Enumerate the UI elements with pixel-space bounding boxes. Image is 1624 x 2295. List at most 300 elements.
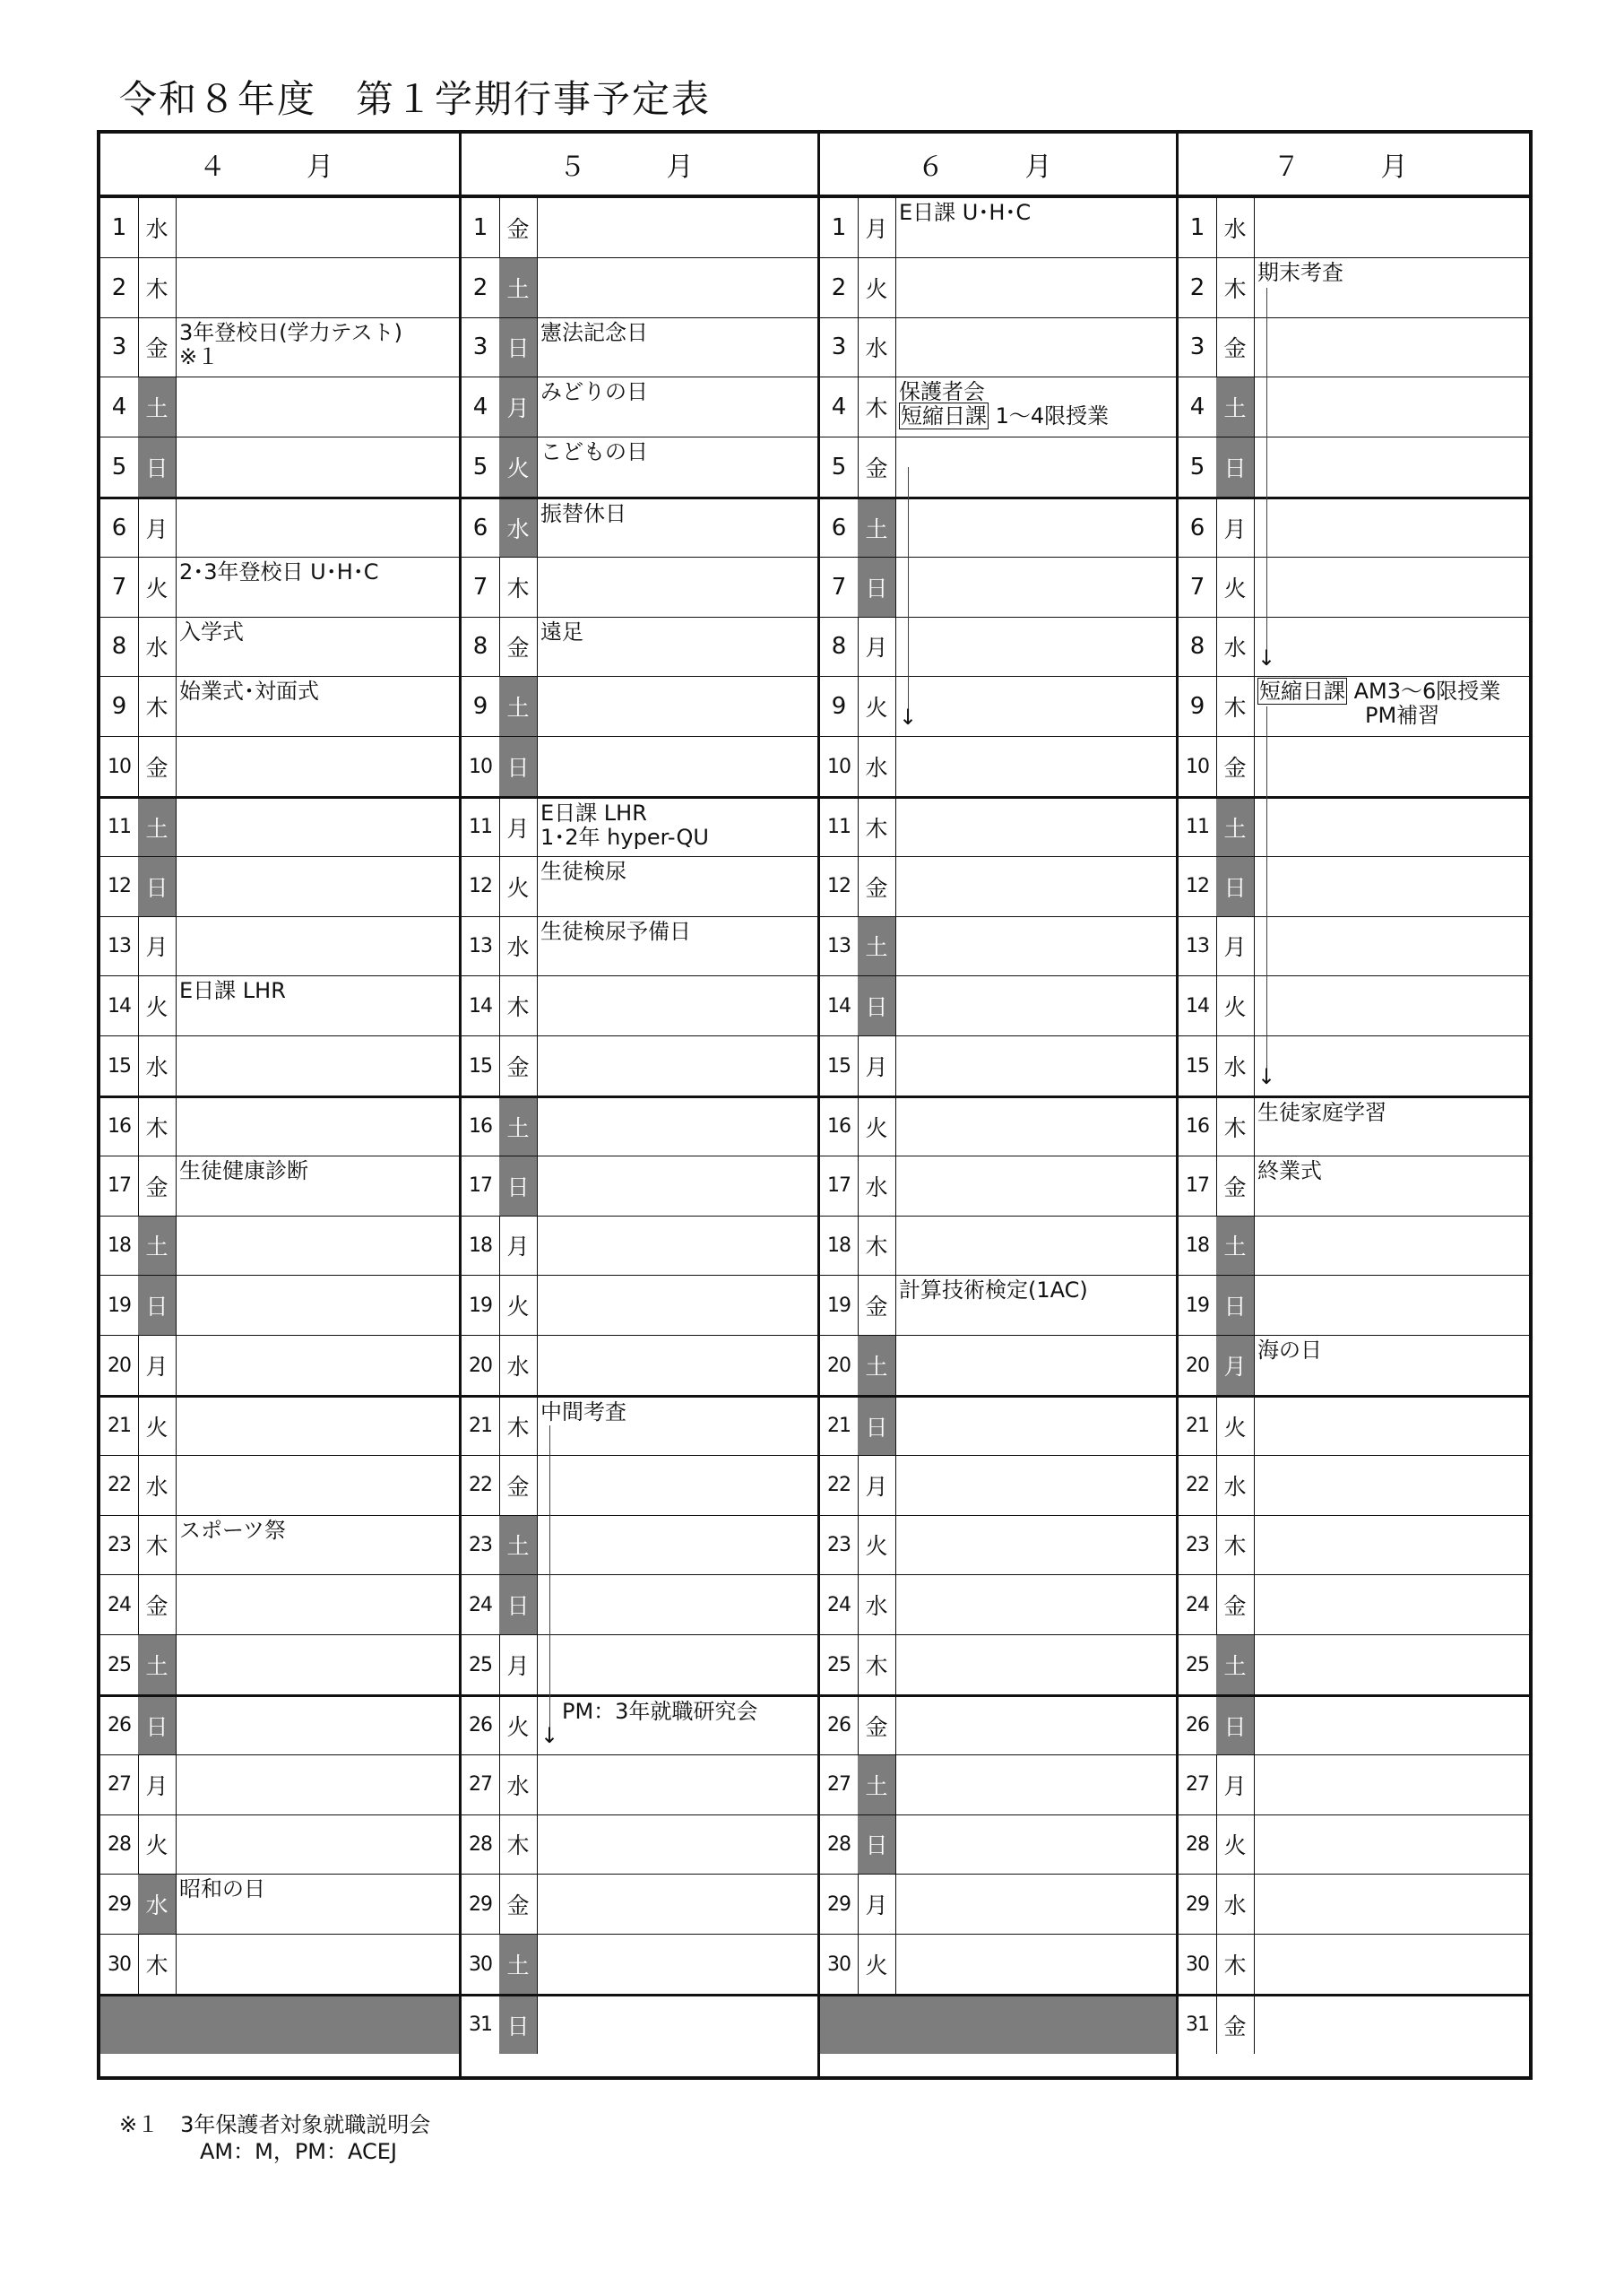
day-row — [1179, 1035, 1529, 1096]
day-row — [462, 1814, 817, 1875]
day-row — [100, 916, 459, 976]
day-number: 24 — [462, 1575, 500, 1634]
day-number: 13 — [462, 917, 500, 976]
month-header: ４ 月 — [100, 134, 459, 197]
day-row — [820, 1694, 1176, 1754]
day-row — [462, 676, 817, 736]
day-row — [1179, 377, 1529, 437]
page-title: 令和８年度 第１学期行事予定表 — [119, 77, 712, 121]
day-row — [1179, 856, 1529, 916]
event-boxed-label: 短縮日課 — [1259, 679, 1345, 705]
weekday: 月 — [138, 1336, 177, 1395]
event-cell — [537, 1697, 817, 1754]
weekday: 金 — [1216, 1996, 1255, 2054]
day-row — [462, 1035, 817, 1096]
event-cell — [1254, 1996, 1529, 2054]
day-number: 28 — [100, 1815, 139, 1875]
weekday: 火 — [858, 1516, 896, 1575]
event-cell — [895, 198, 1176, 257]
day-number: 11 — [1179, 799, 1217, 856]
event-cell — [176, 976, 459, 1035]
day-row — [100, 617, 459, 677]
day-number: 19 — [1179, 1276, 1217, 1335]
month-column — [817, 134, 1176, 2076]
event-cell — [537, 258, 817, 317]
event-cell — [895, 318, 1176, 377]
day-number: 6 — [1179, 499, 1217, 557]
day-number: 20 — [462, 1336, 500, 1395]
weekday — [858, 1996, 896, 2054]
weekday-holiday: 日 — [138, 857, 177, 916]
event-cell — [176, 618, 459, 677]
day-number: 2 — [1179, 258, 1217, 317]
weekday: 木 — [138, 1516, 177, 1575]
day-number: 17 — [1179, 1156, 1217, 1216]
event-text: 始業式･対面式 — [179, 679, 319, 705]
day-row — [820, 1096, 1176, 1156]
event-cell — [537, 857, 817, 916]
event-cell — [176, 318, 459, 377]
weekday: 木 — [858, 799, 896, 856]
event-cell — [176, 1276, 459, 1335]
event-cell — [1254, 1336, 1529, 1395]
day-number: 27 — [462, 1755, 500, 1814]
event-cell — [895, 1755, 1176, 1814]
day-row — [100, 377, 459, 437]
day-number: 25 — [820, 1635, 859, 1694]
event-text: E日課 U･H･C — [899, 200, 1032, 225]
day-row — [820, 317, 1176, 377]
day-number: 5 — [1179, 437, 1217, 497]
event-cell — [176, 1996, 459, 2054]
event-cell — [537, 1875, 817, 1934]
weekday: 火 — [138, 1815, 177, 1875]
day-row — [100, 856, 459, 916]
event-text: 生徒検尿予備日 — [540, 918, 691, 944]
event-cell — [895, 1276, 1176, 1335]
day-number: 10 — [820, 737, 859, 796]
event-cell — [537, 1156, 817, 1216]
event-cell — [537, 1815, 817, 1875]
weekday-holiday: 日 — [499, 1575, 538, 1634]
weekday: 火 — [499, 1697, 538, 1754]
weekday: 木 — [1216, 677, 1255, 736]
day-number: 26 — [100, 1697, 139, 1754]
day-number — [100, 1996, 139, 2054]
day-number: 10 — [462, 737, 500, 796]
event-cell — [1254, 618, 1529, 677]
weekday-holiday: 火 — [499, 437, 538, 497]
weekday-holiday: 日 — [858, 558, 896, 617]
day-number: 22 — [1179, 1456, 1217, 1515]
day-row — [462, 1754, 817, 1814]
day-row — [820, 736, 1176, 796]
event-cell — [176, 437, 459, 497]
weekday: 金 — [499, 198, 538, 257]
event-cell — [537, 1755, 817, 1814]
weekday-holiday: 土 — [499, 1516, 538, 1575]
day-number: 5 — [462, 437, 500, 497]
event-cell — [1254, 917, 1529, 976]
weekday: 金 — [499, 618, 538, 677]
event-cell — [895, 1156, 1176, 1216]
day-number: 12 — [462, 857, 500, 916]
day-number: 24 — [1179, 1575, 1217, 1634]
event-text: 終業式 — [1257, 1157, 1322, 1183]
day-row — [462, 856, 817, 916]
day-number: 13 — [820, 917, 859, 976]
day-row — [462, 1934, 817, 1994]
weekday: 金 — [858, 857, 896, 916]
day-number: 2 — [820, 258, 859, 317]
weekday: 月 — [499, 1217, 538, 1276]
event-cell — [537, 558, 817, 617]
arrow-down-icon: ↓ — [540, 1723, 559, 1748]
weekday: 水 — [1216, 1036, 1255, 1096]
day-row — [1179, 1216, 1529, 1276]
day-row — [462, 617, 817, 677]
day-row — [462, 916, 817, 976]
event-cell — [895, 558, 1176, 617]
day-number: 19 — [100, 1276, 139, 1335]
day-number: 1 — [1179, 198, 1217, 257]
day-number: 22 — [462, 1456, 500, 1515]
event-cell — [537, 1935, 817, 1994]
day-row — [462, 197, 817, 257]
weekday: 火 — [499, 857, 538, 916]
weekday-holiday: 土 — [138, 377, 177, 437]
day-number: 7 — [1179, 558, 1217, 617]
weekday: 水 — [499, 1755, 538, 1814]
day-number: 7 — [100, 558, 139, 617]
weekday-holiday: 月 — [1216, 1336, 1255, 1395]
event-text-rest: AM3〜6限授業 — [1347, 679, 1501, 705]
event-cell — [1254, 1635, 1529, 1694]
day-number: 2 — [100, 258, 139, 317]
event-cell — [1254, 499, 1529, 557]
day-row — [820, 1634, 1176, 1694]
event-text — [899, 404, 1109, 429]
arrow-down-icon: ↓ — [899, 705, 918, 731]
continuation-line — [1266, 706, 1267, 1075]
event-text: 生徒健康診断 — [179, 1157, 308, 1183]
event-cell — [176, 1575, 459, 1634]
event-cell — [176, 499, 459, 557]
day-number: 9 — [100, 677, 139, 736]
event-cell — [895, 1398, 1176, 1455]
event-cell — [1254, 799, 1529, 856]
day-row — [820, 1455, 1176, 1515]
day-number: 29 — [462, 1875, 500, 1934]
weekday-holiday: 土 — [138, 1635, 177, 1694]
weekday: 木 — [138, 258, 177, 317]
day-row — [1179, 1574, 1529, 1634]
day-number: 16 — [100, 1098, 139, 1156]
weekday: 水 — [1216, 198, 1255, 257]
day-row — [100, 736, 459, 796]
day-number: 10 — [1179, 737, 1217, 796]
day-number: 28 — [1179, 1815, 1217, 1875]
event-cell — [1254, 1036, 1529, 1096]
event-text: 1･2年 hyper-QU — [540, 825, 709, 850]
weekday: 月 — [858, 1456, 896, 1515]
event-text: 入学式 — [179, 619, 244, 645]
day-row — [462, 1634, 817, 1694]
event-cell — [537, 1635, 817, 1694]
event-cell — [895, 799, 1176, 856]
event-cell — [895, 677, 1176, 736]
month-header: ６ 月 — [820, 134, 1176, 197]
day-row — [100, 1814, 459, 1875]
weekday: 金 — [1216, 737, 1255, 796]
weekday-holiday: 日 — [138, 437, 177, 497]
day-row — [820, 676, 1176, 736]
weekday: 月 — [499, 799, 538, 856]
day-number: 3 — [1179, 318, 1217, 377]
event-cell — [176, 1098, 459, 1156]
arrow-down-icon: ↓ — [1257, 1064, 1276, 1090]
day-number: 15 — [820, 1036, 859, 1096]
day-row — [100, 557, 459, 617]
footnote-line-2: AM：M，PM：ACEJ — [200, 2139, 398, 2164]
event-cell — [176, 677, 459, 736]
arrow-down-icon: ↓ — [1257, 645, 1276, 671]
day-number: 31 — [1179, 1996, 1217, 2054]
event-cell — [537, 198, 817, 257]
weekday: 水 — [138, 1036, 177, 1096]
day-row — [100, 1096, 459, 1156]
day-row — [820, 796, 1176, 856]
continuation-line — [1266, 288, 1267, 656]
day-row — [462, 1216, 817, 1276]
event-cell — [1254, 558, 1529, 617]
weekday: 金 — [138, 318, 177, 377]
weekday-holiday: 土 — [858, 499, 896, 557]
day-row — [1179, 437, 1529, 497]
day-number: 5 — [100, 437, 139, 497]
day-number: 7 — [462, 558, 500, 617]
day-number: 30 — [100, 1935, 139, 1994]
day-row — [100, 1754, 459, 1814]
weekday: 水 — [858, 318, 896, 377]
event-cell — [1254, 258, 1529, 317]
day-number: 12 — [1179, 857, 1217, 916]
day-number: 22 — [820, 1456, 859, 1515]
day-row — [820, 197, 1176, 257]
day-number: 27 — [820, 1755, 859, 1814]
day-number: 14 — [1179, 976, 1217, 1035]
weekday: 木 — [1216, 1935, 1255, 1994]
event-cell — [1254, 437, 1529, 497]
day-number: 29 — [1179, 1875, 1217, 1934]
day-number: 10 — [100, 737, 139, 796]
day-number: 16 — [820, 1098, 859, 1156]
event-text: スポーツ祭 — [179, 1517, 287, 1543]
event-cell — [537, 1276, 817, 1335]
weekday: 水 — [138, 618, 177, 677]
day-number: 30 — [462, 1935, 500, 1994]
event-text: E日課 LHR — [540, 801, 647, 826]
weekday: 木 — [138, 1098, 177, 1156]
event-text-rest: 1〜4限授業 — [989, 403, 1110, 429]
day-row — [1179, 1395, 1529, 1455]
event-cell — [1254, 1875, 1529, 1934]
event-cell — [537, 976, 817, 1035]
day-row — [100, 1216, 459, 1276]
day-number: 23 — [100, 1516, 139, 1575]
event-cell — [176, 737, 459, 796]
day-row — [820, 497, 1176, 557]
day-number: 4 — [1179, 377, 1217, 437]
month-column — [100, 134, 459, 2076]
day-row — [462, 1515, 817, 1575]
event-text: 遠足 — [540, 619, 583, 645]
day-row — [1179, 497, 1529, 557]
event-cell — [1254, 1815, 1529, 1875]
weekday: 火 — [1216, 1398, 1255, 1455]
weekday: 金 — [858, 437, 896, 497]
event-cell — [1254, 1098, 1529, 1156]
weekday-holiday: 土 — [499, 1935, 538, 1994]
event-cell — [895, 1635, 1176, 1694]
day-row — [1179, 1335, 1529, 1395]
day-row — [462, 1694, 817, 1754]
day-number: 16 — [462, 1098, 500, 1156]
day-number: 29 — [100, 1875, 139, 1934]
weekday: 月 — [1216, 1755, 1255, 1814]
event-cell — [176, 1398, 459, 1455]
day-number: 29 — [820, 1875, 859, 1934]
day-number: 27 — [1179, 1755, 1217, 1814]
day-number: 17 — [100, 1156, 139, 1216]
day-number: 6 — [820, 499, 859, 557]
day-row — [1179, 1814, 1529, 1875]
event-cell — [895, 377, 1176, 437]
event-cell — [537, 1456, 817, 1515]
event-text: みどりの日 — [540, 379, 648, 405]
event-cell — [1254, 377, 1529, 437]
day-row — [820, 1395, 1176, 1455]
day-number: 22 — [100, 1456, 139, 1515]
day-row — [1179, 1275, 1529, 1335]
event-text: こどもの日 — [540, 439, 648, 465]
weekday: 水 — [1216, 618, 1255, 677]
event-cell — [895, 1456, 1176, 1515]
day-row — [462, 1574, 817, 1634]
day-number: 24 — [820, 1575, 859, 1634]
event-cell — [1254, 1697, 1529, 1754]
weekday: 木 — [499, 976, 538, 1035]
day-number: 20 — [1179, 1336, 1217, 1395]
weekday-holiday: 土 — [1216, 377, 1255, 437]
day-row — [820, 257, 1176, 317]
weekday: 月 — [858, 618, 896, 677]
weekday: 月 — [1216, 917, 1255, 976]
day-number: 8 — [462, 618, 500, 677]
event-cell — [895, 437, 1176, 497]
day-number: 14 — [462, 976, 500, 1035]
event-cell — [895, 917, 1176, 976]
event-cell — [1254, 1755, 1529, 1814]
weekday-holiday: 日 — [499, 1156, 538, 1216]
schedule-table — [97, 130, 1533, 2080]
event-cell — [176, 1875, 459, 1934]
day-row — [100, 1874, 459, 1934]
day-number: 12 — [820, 857, 859, 916]
event-text: 振替休日 — [540, 501, 626, 526]
event-cell — [1254, 1456, 1529, 1515]
weekday-holiday: 土 — [499, 258, 538, 317]
weekday: 水 — [1216, 1456, 1255, 1515]
weekday: 金 — [138, 1156, 177, 1216]
weekday-holiday: 土 — [1216, 1635, 1255, 1694]
event-cell — [537, 677, 817, 736]
event-cell — [176, 857, 459, 916]
event-cell — [537, 1516, 817, 1575]
event-cell — [537, 737, 817, 796]
day-number: 26 — [462, 1697, 500, 1754]
day-row — [100, 975, 459, 1035]
weekday-holiday: 日 — [138, 1276, 177, 1335]
day-number: 28 — [820, 1815, 859, 1875]
weekday: 火 — [1216, 558, 1255, 617]
day-number: 26 — [1179, 1697, 1217, 1754]
day-row — [462, 317, 817, 377]
day-row — [100, 1335, 459, 1395]
weekday: 木 — [499, 1398, 538, 1455]
event-cell — [895, 1875, 1176, 1934]
event-cell — [895, 1575, 1176, 1634]
event-cell — [895, 1098, 1176, 1156]
weekday: 水 — [858, 737, 896, 796]
event-text: ※１ — [179, 343, 220, 369]
weekday: 月 — [138, 1755, 177, 1814]
day-number: 20 — [100, 1336, 139, 1395]
event-cell — [537, 1575, 817, 1634]
weekday-holiday: 日 — [499, 318, 538, 377]
day-number: 23 — [462, 1516, 500, 1575]
weekday: 水 — [138, 198, 177, 257]
day-row — [820, 1934, 1176, 1994]
weekday: 木 — [138, 1935, 177, 1994]
day-row — [820, 1035, 1176, 1096]
weekday: 月 — [858, 1036, 896, 1096]
weekday: 水 — [858, 1575, 896, 1634]
day-row — [1179, 557, 1529, 617]
day-row — [100, 1934, 459, 1994]
day-number: 4 — [462, 377, 500, 437]
event-cell — [1254, 1935, 1529, 1994]
day-row — [462, 975, 817, 1035]
event-cell — [176, 799, 459, 856]
event-cell — [1254, 857, 1529, 916]
day-row — [820, 1216, 1176, 1276]
day-row — [820, 557, 1176, 617]
weekday: 木 — [858, 1217, 896, 1276]
event-cell — [895, 258, 1176, 317]
day-row — [1179, 317, 1529, 377]
day-number: 9 — [820, 677, 859, 736]
weekday-holiday: 土 — [499, 677, 538, 736]
day-row — [820, 1814, 1176, 1875]
day-row — [462, 1874, 817, 1934]
weekday: 月 — [858, 1875, 896, 1934]
weekday-holiday: 日 — [138, 1697, 177, 1754]
month-column — [1176, 134, 1529, 2076]
event-cell — [176, 258, 459, 317]
day-row — [100, 1634, 459, 1694]
event-cell — [537, 1036, 817, 1096]
